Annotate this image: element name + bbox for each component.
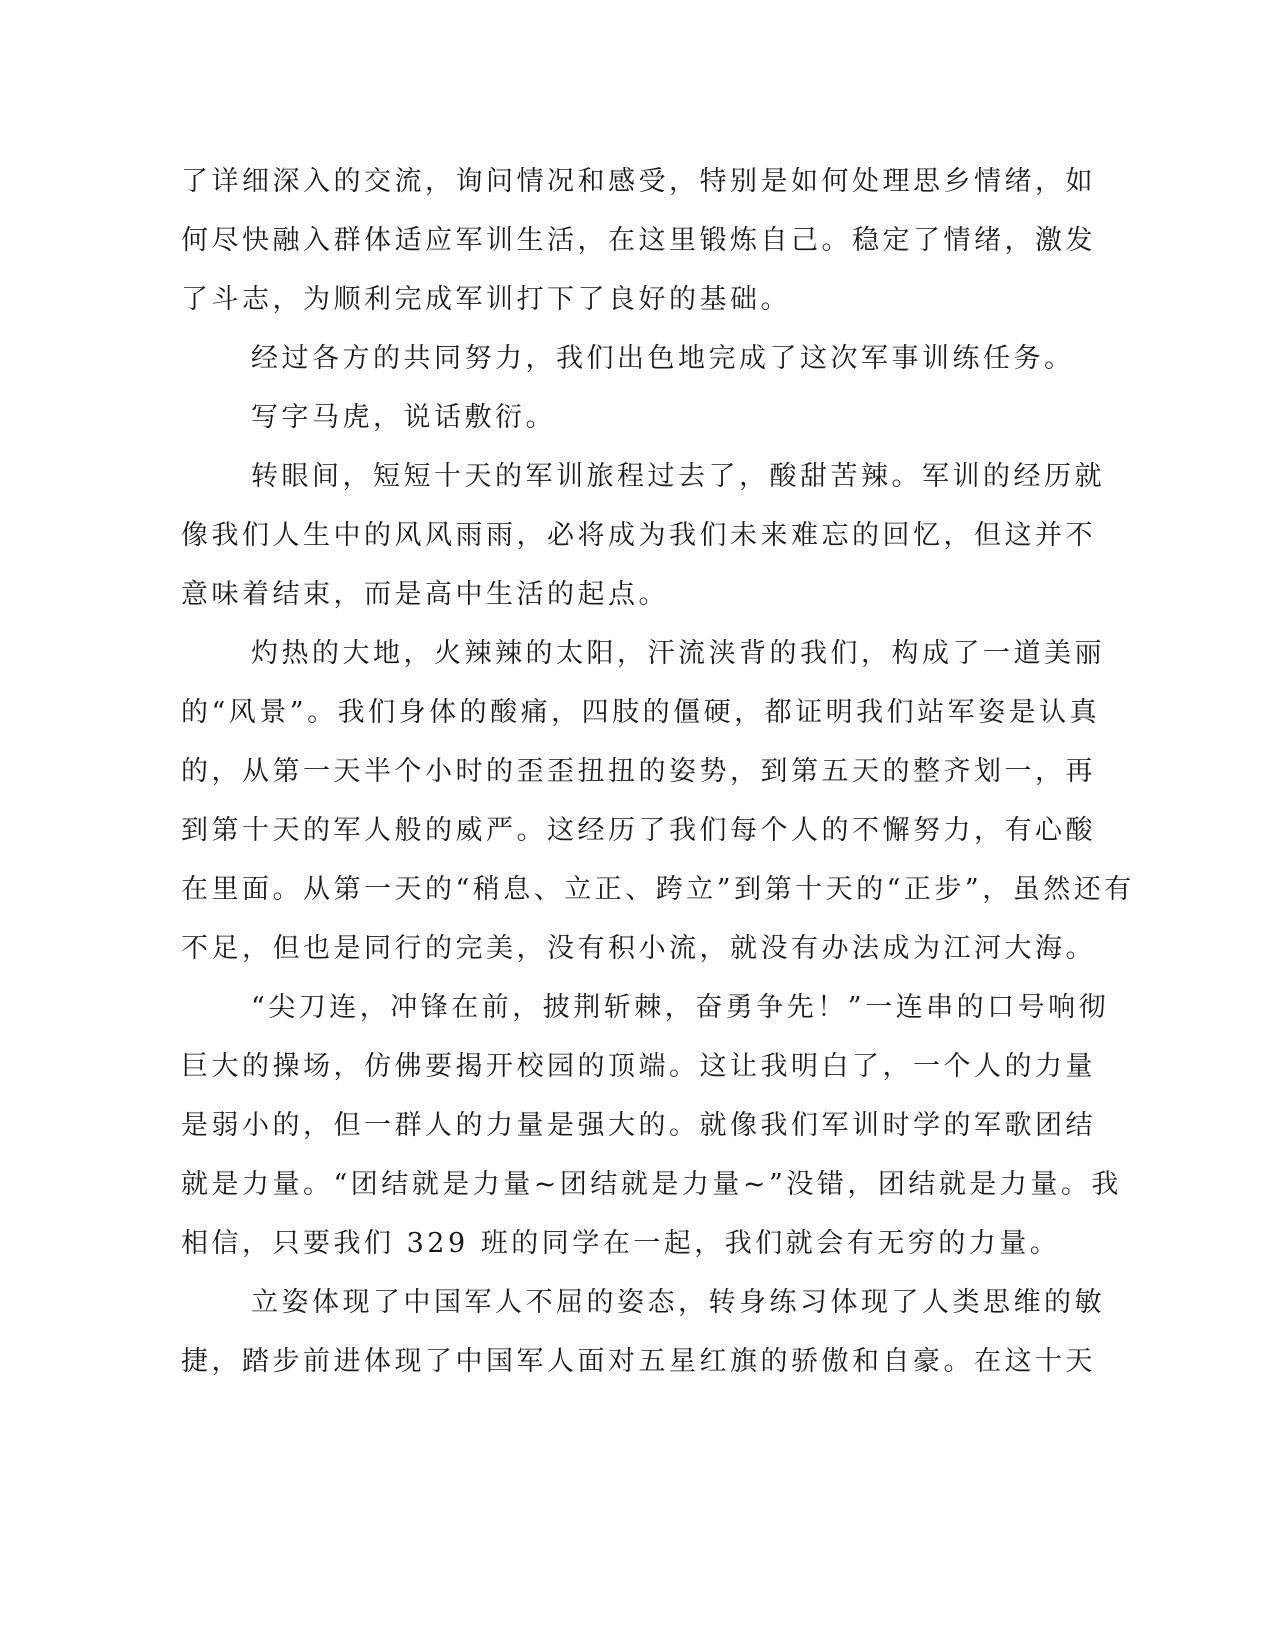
- text-line: 到第十天的军人般的威严。这经历了我们每个人的不懈努力，有心酸: [181, 815, 1096, 846]
- text-line: 捷，踏步前进体现了中国军人面对五星红旗的骄傲和自豪。在这十天: [181, 1346, 1096, 1377]
- text-line: 巨大的操场，仿佛要揭开校园的顶端。这让我明白了，一个人的力量: [181, 1051, 1096, 1082]
- text-line: 立姿体现了中国军人不屈的姿态，转身练习体现了人类思维的敏: [251, 1287, 1105, 1318]
- text-line: 是弱小的，但一群人的力量是强大的。就像我们军训时学的军歌团结: [181, 1110, 1096, 1141]
- text-line: 的“风景”。我们身体的酸痛，四肢的僵硬，都证明我们站军姿是认真: [181, 697, 1101, 728]
- text-line: 的，从第一天半个小时的歪歪扭扭的姿势，到第五天的整齐划一，再: [181, 756, 1096, 787]
- text-line: 了斗志，为顺利完成军训打下了良好的基础。: [181, 284, 791, 315]
- text-line: 不足，但也是同行的完美，没有积小流，就没有办法成为江河大海。: [181, 933, 1096, 964]
- text-line: 经过各方的共同努力，我们出色地完成了这次军事训练任务。: [251, 343, 1075, 374]
- text-line: 转眼间，短短十天的军训旅程过去了，酸甜苦辣。军训的经历就: [251, 461, 1105, 492]
- text-line: 意味着结束，而是高中生活的起点。: [181, 579, 669, 610]
- text-line: 就是力量。“团结就是力量~团结就是力量~”没错，团结就是力量。我: [181, 1169, 1122, 1200]
- text-line: “尖刀连，冲锋在前，披荆斩棘，奋勇争先！”一连串的口号响彻: [251, 992, 1110, 1023]
- text-line: 像我们人生中的风风雨雨，必将成为我们未来难忘的回忆，但这并不: [181, 520, 1096, 551]
- text-line: 写字马虎，说话敷衍。: [251, 402, 556, 433]
- text-line: 相信，只要我们 329 班的同学在一起，我们就会有无穷的力量。: [181, 1228, 1061, 1259]
- text-line: 在里面。从第一天的“稍息、立正、跨立”到第十天的“正步”，虽然还有: [181, 874, 1135, 905]
- text-line: 了详细深入的交流，询问情况和感受，特别是如何处理思乡情绪，如: [181, 166, 1096, 197]
- text-line: 何尽快融入群体适应军训生活，在这里锻炼自己。稳定了情绪，激发: [181, 225, 1096, 256]
- text-line: 灼热的大地，火辣辣的太阳，汗流浃背的我们，构成了一道美丽: [251, 638, 1105, 669]
